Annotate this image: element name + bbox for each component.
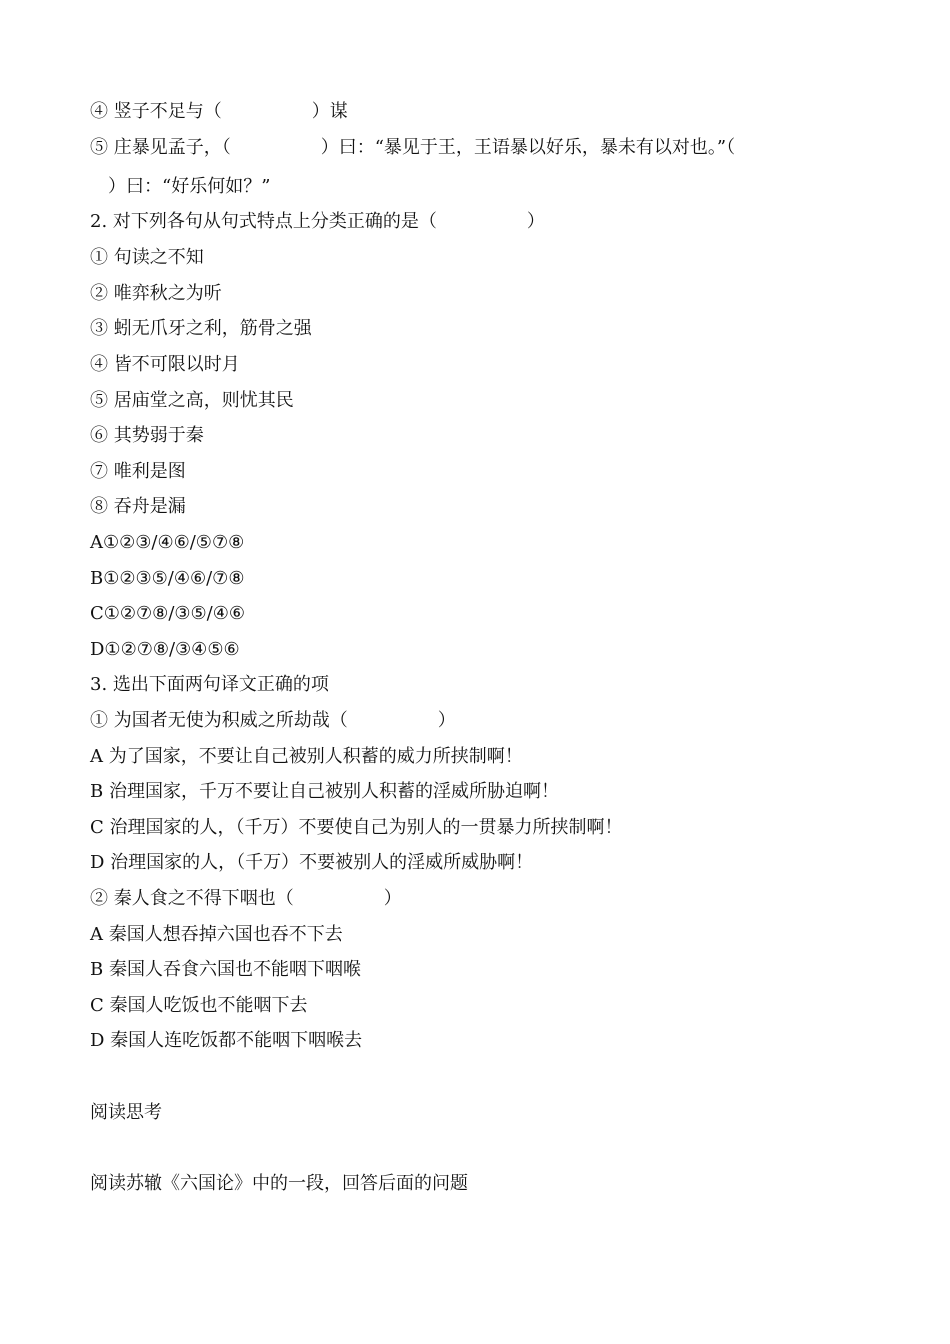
- q2-item: ④ 皆不可限以时月: [90, 354, 240, 375]
- q3-sub1-option-c: C 治理国家的人，（千万）不要使自己为别人的一贯暴力所挟制啊！: [90, 817, 623, 838]
- q2-option-a: A①②③/④⑥/⑤⑦⑧: [90, 532, 245, 553]
- q3-sub2-option-c: C 秦国人吃饭也不能咽下去: [90, 995, 308, 1016]
- q3-sub1-option-b: B 治理国家，千万不要让自己被别人积蓄的淫威所胁迫啊！: [90, 781, 559, 802]
- q2-item: ② 唯弈秋之为听: [90, 283, 222, 304]
- q1-item-5-line-2: ）曰：“好乐何如？”: [90, 176, 271, 197]
- q3-sub1-option-d: D 治理国家的人，（千万）不要被别人的淫威所威胁啊！: [90, 852, 534, 873]
- q2-item: ③ 蚓无爪牙之利，筋骨之强: [90, 318, 312, 339]
- q1-item-5-line-1: ⑤ 庄暴见孟子，（ ）曰：“暴见于王，王语暴以好乐，暴未有以对也。”（: [90, 137, 736, 158]
- q2-item: ⑦ 唯利是图: [90, 461, 186, 482]
- q3-sub2-option-a: A 秦国人想吞掉六国也吞不下去: [90, 924, 343, 945]
- q2-stem: 2. 对下列各句从句式特点上分类正确的是（ ）: [90, 211, 545, 232]
- q1-item-4: ④ 竖子不足与（ ）谋: [90, 101, 348, 122]
- q3-sub2-option-d: D 秦国人连吃饭都不能咽下咽喉去: [90, 1030, 363, 1051]
- q3-sub2-stem: ② 秦人食之不得下咽也（ ）: [90, 888, 402, 909]
- q3-sub1-stem: ① 为国者无使为积威之所劫哉（ ）: [90, 710, 456, 731]
- q2-item: ⑥ 其势弱于秦: [90, 425, 204, 446]
- reading-instruction: 阅读苏辙《六国论》中的一段，回答后面的问题: [90, 1173, 468, 1194]
- q3-stem: 3. 选出下面两句译文正确的项: [90, 674, 329, 695]
- q2-option-c: C①②⑦⑧/③⑤/④⑥: [90, 603, 245, 624]
- reading-heading: 阅读思考: [90, 1102, 162, 1123]
- q2-item: ① 句读之不知: [90, 247, 204, 268]
- q2-item: ⑤ 居庙堂之高，则忧其民: [90, 390, 294, 411]
- q2-option-d: D①②⑦⑧/③④⑤⑥: [90, 639, 240, 660]
- q2-option-b: B①②③⑤/④⑥/⑦⑧: [90, 568, 245, 589]
- q2-item: ⑧ 吞舟是漏: [90, 496, 186, 517]
- q3-sub1-option-a: A 为了国家，不要让自己被别人积蓄的威力所挟制啊！: [90, 746, 523, 767]
- q3-sub2-option-b: B 秦国人吞食六国也不能咽下咽喉: [90, 959, 361, 980]
